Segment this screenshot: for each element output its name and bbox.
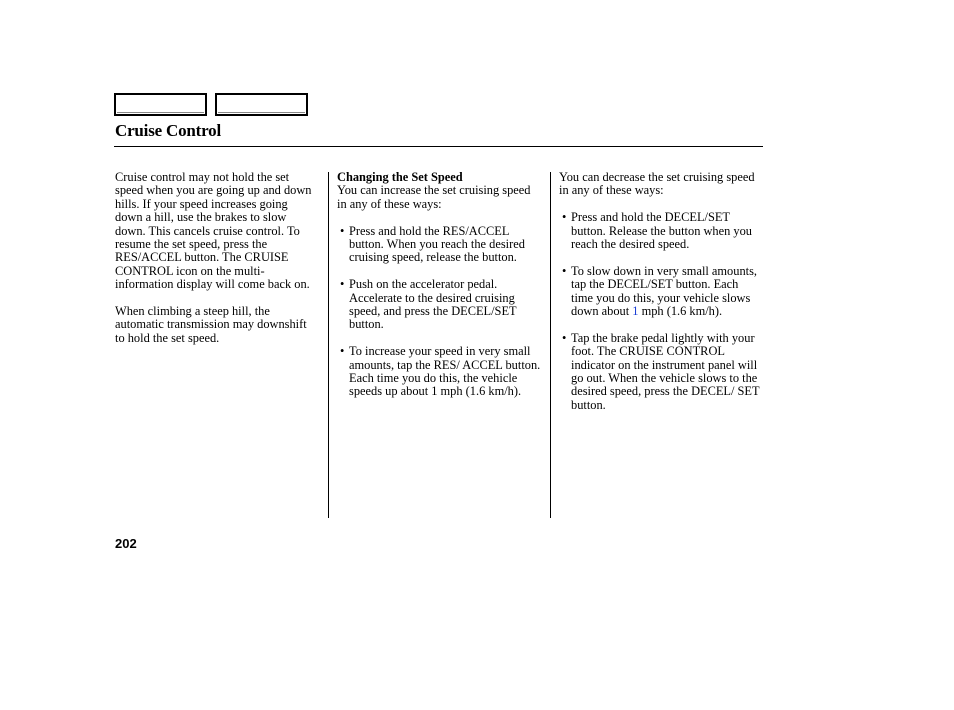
list-item: • Press and hold the DECEL/SET button. Release the button when you reach the desired speed. [562, 210, 753, 252]
nav-back-button[interactable] [114, 93, 207, 116]
section-heading: Changing the Set Speed [337, 170, 463, 184]
bullet-icon: • [340, 277, 345, 292]
footnote-link[interactable]: 1 [632, 304, 639, 319]
bullet-icon: • [562, 263, 567, 278]
bullet-icon: • [340, 344, 345, 359]
list-item: • Tap the brake pedal lightly with your foot. The CRUISE CONTROL indicator on the instrument panel will go out. When the vehicle slows to the desired speed, press the DECEL/ SET button. [562, 330, 760, 412]
bullet-icon: • [340, 223, 345, 238]
column-1 [115, 171, 315, 359]
column-divider [328, 172, 329, 518]
list-item: • To increase your speed in very small amounts, tap the RES/ ACCEL button. Each time you do this, the vehicle speeds up about 1 mph (1.6 km/h). [340, 344, 541, 399]
list-item: • Push on the accelerator pedal. Accelerate to the desired cruising speed, and press the DECEL/SET button. [340, 277, 517, 332]
paragraph-steep-hill: When climbing a steep hill, the automatic transmission may downshift to hold the set speed. [115, 304, 307, 345]
column-3 [559, 171, 763, 426]
decrease-list [559, 211, 763, 412]
page-number: 202 [115, 536, 137, 551]
column-divider [550, 172, 551, 518]
nav-forward-button[interactable] [215, 93, 308, 116]
title-divider [114, 146, 763, 147]
decrease-intro: You can decrease the set cruising speed in any of these ways: [559, 170, 755, 198]
bullet-icon: • [562, 210, 567, 225]
list-item: • To slow down in very small amounts, tap the DECEL/SET button. Each time you do this, your vehicle slows down about 1 mph (1.6 km/h). [562, 263, 758, 319]
column-2 [337, 171, 542, 412]
increase-intro: You can increase the set cruising speed in any of these ways: [337, 183, 531, 211]
bullet-icon: • [562, 330, 567, 345]
list-item: • Press and hold the RES/ACCEL button. When you reach the desired cruising speed, release the button. [340, 223, 525, 265]
increase-list [337, 225, 542, 399]
paragraph-hills: Cruise control may not hold the set speed when you are going up and down hills. If your speed increases going down a hill, use the brakes to slow down. This cancels cruise control. To resume the set speed, press the RES/ACCEL button. The CRUISE CONTROL icon on the multi-information display will come back on. [115, 170, 312, 292]
page-title: Cruise Control [115, 121, 221, 140]
